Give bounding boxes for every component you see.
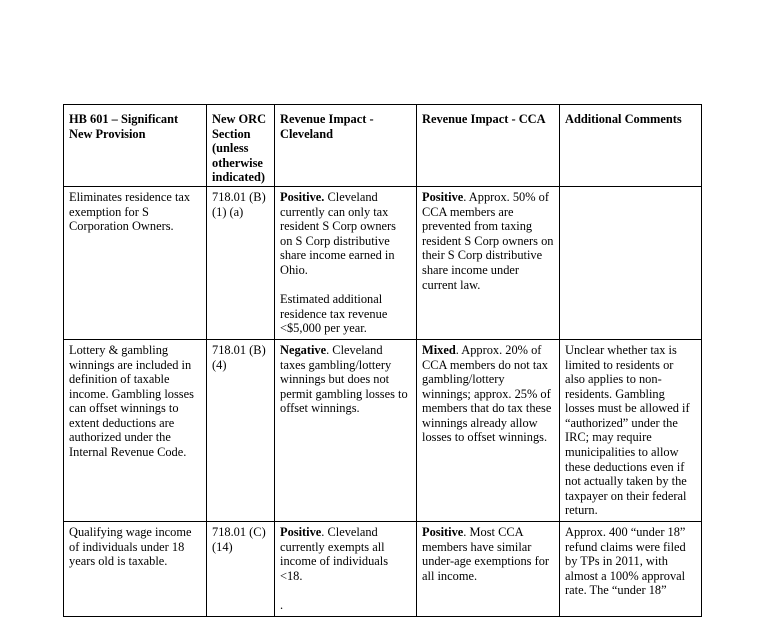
cca-impact-cell — [417, 339, 560, 521]
header-orc-section: New ORC Section (unless otherwise indicated) — [207, 105, 275, 187]
table-row — [64, 186, 702, 339]
impact-text: . Cleveland currently exempts all income of individuals <18. — [280, 525, 389, 583]
impact-label: Positive — [422, 189, 464, 204]
header-comments: Additional Comments — [560, 105, 702, 187]
comments-cell: Unclear whether tax is limited to residents or also applies to non-residents. Gambling losses must be allowed if “authorized” under the IRC; may require municipalities to allow these deductions even if not actually taken by the taxpayer on their federal return. — [560, 339, 702, 521]
impact-label: Positive — [422, 525, 464, 540]
impact-note: . — [280, 598, 284, 612]
cleveland-impact-cell — [275, 186, 417, 339]
cca-impact-cell — [417, 186, 560, 339]
impact-label: Positive. — [280, 189, 325, 204]
cleveland-impact-cell — [275, 339, 417, 521]
section-cell: 718.01 (B)(1) (a) — [207, 186, 275, 339]
header-revenue-cleveland: Revenue Impact - Cleveland — [275, 105, 417, 187]
impact-estimate: Estimated additional residence tax revenue <$5,000 per year. — [280, 292, 388, 336]
section-cell: 718.01 (B)(4) — [207, 339, 275, 521]
table-header-row — [64, 105, 702, 187]
impact-text: . Cleveland taxes gambling/lottery winnings but does not permit gambling losses to offset winnings. — [280, 342, 408, 416]
table-row — [64, 522, 702, 617]
impact-text: . Most CCA members have similar under-age exemptions for all income. — [422, 525, 550, 583]
table-row — [64, 339, 702, 521]
impact-label: Mixed — [422, 342, 456, 357]
comments-cell: Approx. 400 “under 18” refund claims were filed by TPs in 2011, with almost a 100% approval rate. The “under 18” — [560, 522, 702, 617]
impact-text: Cleveland currently can only tax resident S Corp owners on S Corp distributive share income earned in Ohio. — [280, 189, 396, 277]
cca-impact-cell — [417, 522, 560, 617]
cleveland-impact-cell — [275, 522, 417, 617]
impact-label: Negative — [280, 342, 327, 357]
provision-cell: Qualifying wage income of individuals under 18 years old is taxable. — [64, 522, 207, 617]
provisions-table — [63, 104, 702, 617]
comments-cell — [560, 186, 702, 339]
impact-text: . Approx. 50% of CCA members are prevented from taxing resident S Corp owners on their S Corp distributive share income under current law. — [422, 189, 554, 292]
header-revenue-cca: Revenue Impact - CCA — [417, 105, 560, 187]
impact-text: . Approx. 20% of CCA members do not tax gambling/lottery winnings; approx. 25% of members that do tax these winnings already allow losses to offset winnings. — [422, 342, 552, 445]
provision-cell: Lottery & gambling winnings are included in definition of taxable income. Gambling losses can offset winnings to extent deductions are authorized under the Internal Revenue Code. — [64, 339, 207, 521]
provision-cell: Eliminates residence tax exemption for S Corporation Owners. — [64, 186, 207, 339]
section-cell: 718.01 (C)(14) — [207, 522, 275, 617]
header-provision: HB 601 – Significant New Provision — [64, 105, 207, 187]
impact-label: Positive — [280, 525, 322, 540]
